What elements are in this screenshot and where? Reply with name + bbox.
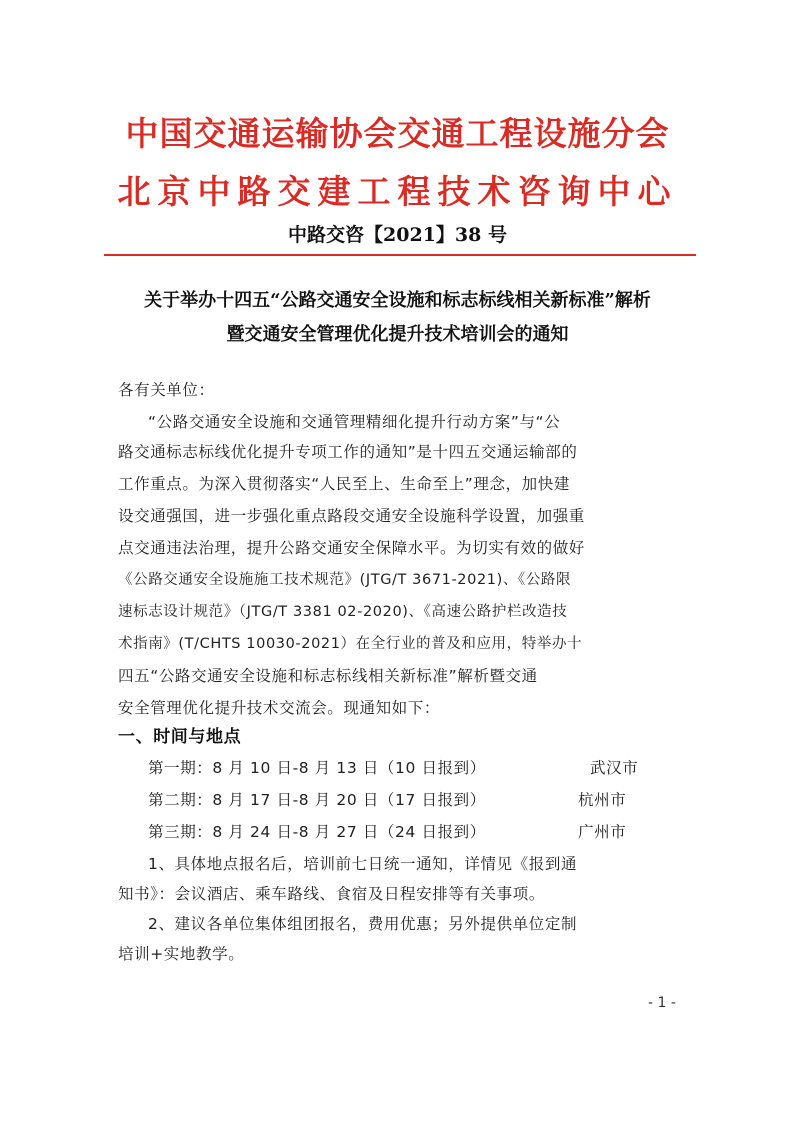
paragraph-line: 设交通强国，进一步强化重点路段交通安全设施科学设置，加强重	[118, 507, 585, 525]
section-heading: 一、时间与地点	[118, 727, 242, 747]
salutation: 各有关单位：	[118, 381, 215, 399]
session-city: 广州市	[578, 823, 627, 841]
session-city: 武汉市	[590, 759, 639, 777]
document-number: 中路交咨【2021】38 号	[288, 224, 507, 246]
note-line: 2、建议各单位集体组团报名，费用优惠；另外提供单位定制	[148, 915, 578, 933]
paragraph-line: 工作重点。为深入贯彻落实“人民至上、生命至上”理念，加快建	[118, 475, 570, 493]
paragraph-line: 速标志设计规范》（JTG/T 3381 02-2020)、《高速公路护栏改造技	[118, 604, 568, 620]
paragraph-line: 点交通违法治理，提升公路交通安全保障水平。为切实有效的做好	[118, 539, 585, 557]
paragraph-line: 《公路交通安全设施施工技术规范》(JTG/T 3671-2021)、《公路限	[118, 572, 572, 588]
note-line: 1、具体地点报名后，培训前七日统一通知，详情见《报到通	[148, 855, 578, 873]
paragraph-line: 术指南》(T/CHTS 10030-2021）在全行业的普及和应用，特举办十	[118, 636, 583, 652]
session-period: 第一期：8 月 10 日-8 月 13 日（10 日报到）	[148, 759, 486, 777]
org-name-line-1: 中国交通运输协会交通工程设施分会	[125, 114, 670, 153]
notice-title-line-2: 暨交通安全管理优化提升技术培训会的通知	[226, 324, 569, 345]
session-city: 杭州市	[578, 791, 627, 809]
header-divider	[104, 254, 696, 256]
session-period: 第二期：8 月 17 日-8 月 20 日（17 日报到）	[148, 791, 486, 809]
page-number: - 1 -	[648, 995, 676, 1011]
note-line: 知书》：会议酒店、乘车路线、食宿及日程安排等有关事项。	[118, 885, 545, 903]
session-period: 第三期：8 月 24 日-8 月 27 日（24 日报到）	[148, 823, 486, 841]
paragraph-line: 路交通标志标线优化提升专项工作的通知”是十四五交通运输部的	[118, 443, 578, 461]
org-name-line-2: 北京中路交建工程技术咨询中心	[117, 172, 678, 211]
paragraph-line: “公路交通安全设施和交通管理精细化提升行动方案”与“公	[148, 413, 561, 431]
notice-title-line-1: 关于举办十四五“公路交通安全设施和标志标线相关新标准”解析	[144, 290, 651, 311]
note-line: 培训+实地教学。	[118, 945, 245, 963]
paragraph-line: 安全管理优化提升技术交流会。现通知如下：	[118, 699, 441, 717]
paragraph-line: 四五“公路交通安全设施和标志标线相关新标准”解析暨交通	[118, 667, 538, 685]
